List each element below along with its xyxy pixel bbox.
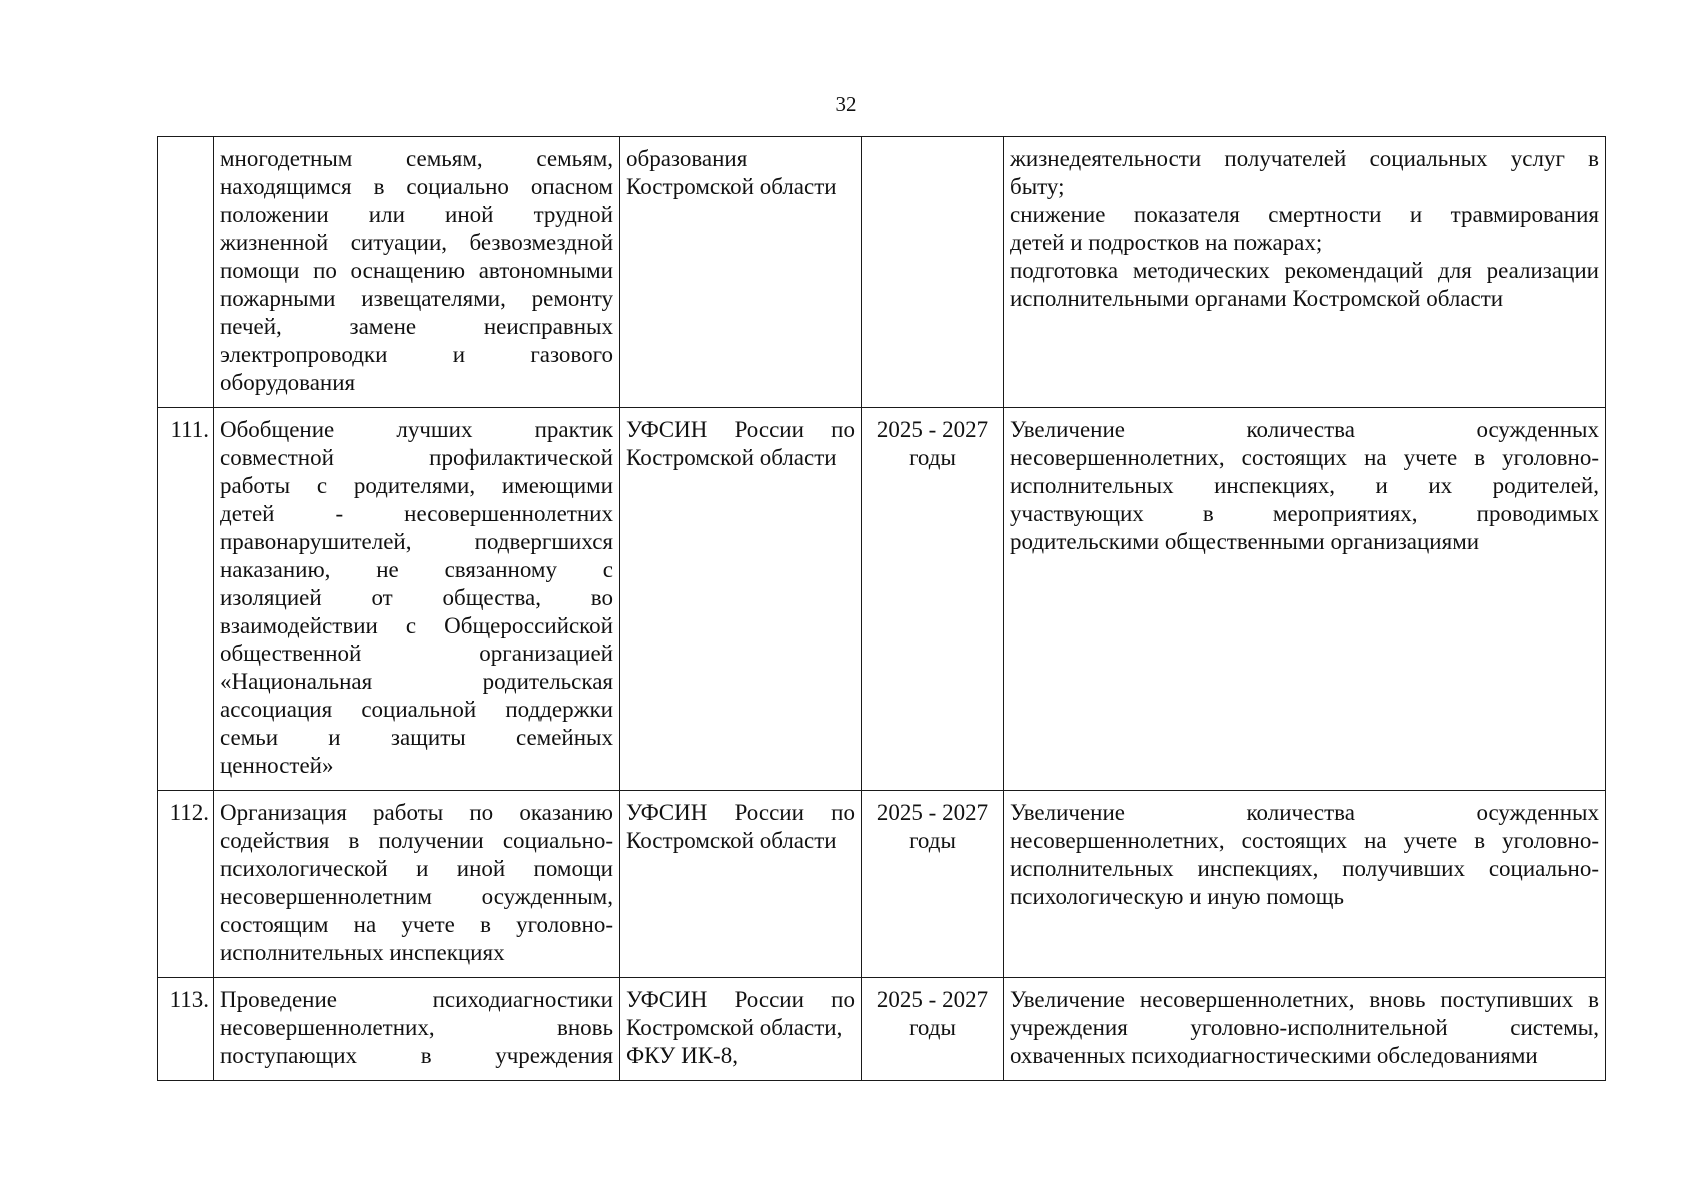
event-cell: Организация работы по оказанию содействия в получении социально- психологической и иной помощи несовершеннолетним осужденным, состоящим на учете в уголовно- исполнительных инспекциях [214, 791, 620, 978]
term-cell: 2025 - 2027 годы [862, 978, 1004, 1081]
row-number-cell [158, 137, 214, 408]
term-cell: 2025 - 2027 годы [862, 408, 1004, 791]
row-number-cell: 111. [158, 408, 214, 791]
table-row [158, 408, 1606, 791]
row-number-cell: 113. [158, 978, 214, 1081]
term-cell: 2025 - 2027 годы [862, 791, 1004, 978]
result-cell: Увеличение количества осужденных несовершеннолетних, состоящих на учете в уголовно- исполнительных инспекциях, получивших социально- психологическую и иную помощь [1004, 791, 1606, 978]
term-cell [862, 137, 1004, 408]
table-row [158, 978, 1606, 1081]
executor-cell: УФСИН России по Костромской области [620, 791, 862, 978]
table-row [158, 137, 1606, 408]
event-cell: Обобщение лучших практик совместной профилактической работы с родителями, имеющими детей - несовершеннолетних правонарушителей, подвергшихся наказанию, не связанному с изоляцией от общества, во взаимодействии с Общероссийской общественной организацией «Национальная родительская ассоциация социальной поддержки семьи и защиты семейных ценностей» [214, 408, 620, 791]
result-cell: Увеличение количества осужденных несовершеннолетних, состоящих на учете в уголовно- исполнительных инспекциях, и их родителей, участвующих в мероприятиях, проводимых родительскими общественными организациями [1004, 408, 1606, 791]
executor-cell: УФСИН России по Костромской области, ФКУ ИК-8, [620, 978, 862, 1081]
result-cell: Увеличение несовершеннолетних, вновь поступивших в учреждения уголовно-исполнительной системы, охваченных психодиагностическими обследованиями [1004, 978, 1606, 1081]
measures-table [157, 136, 1606, 1081]
executor-cell: образования Костромской области [620, 137, 862, 408]
result-cell: жизнедеятельности получателей социальных услуг в быту; снижение показателя смертности и травмирования детей и подростков на пожарах; подготовка методических рекомендаций для реализации исполнительными органами Костромской области [1004, 137, 1606, 408]
executor-cell: УФСИН России по Костромской области [620, 408, 862, 791]
event-cell: многодетным семьям, семьям, находящимся в социально опасном положении или иной трудной жизненной ситуации, безвозмездной помощи по оснащению автономными пожарными извещателями, ремонту печей, замене неисправных электропроводки и газового оборудования [214, 137, 620, 408]
table-row [158, 791, 1606, 978]
page-number: 32 [835, 92, 857, 116]
event-cell: Проведение психодиагностики несовершеннолетних, вновь поступающих в учреждения [214, 978, 620, 1081]
row-number-cell: 112. [158, 791, 214, 978]
